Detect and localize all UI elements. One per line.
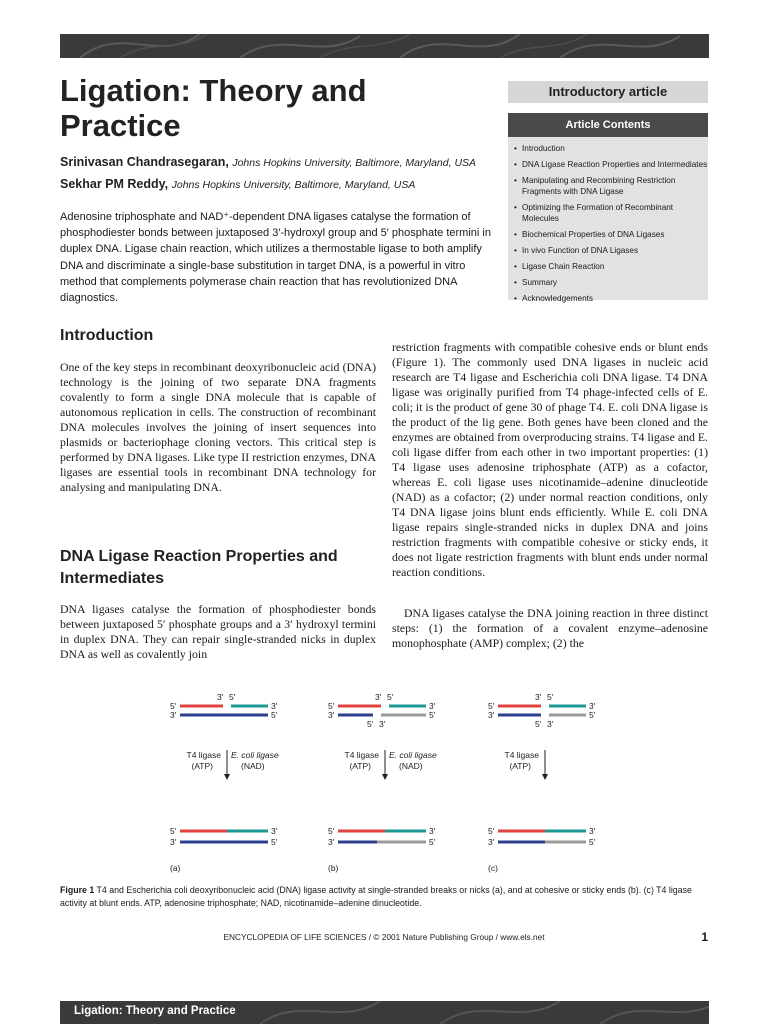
strand-end-label: 5′ [229, 692, 236, 702]
contents-item[interactable]: • Introduction [514, 143, 708, 154]
strand-end-label: 3′ [488, 837, 495, 847]
strand-end-label: 5′ [547, 692, 554, 702]
introduction-paragraph: One of the key steps in recombinant deoxyribonucleic acid (DNA) technology is the joining of two separate DNA fragments covalently to form a single DNA molecule that is capable of autonomous replication in cells. The construction of recombinant DNA molecules involves the joining of insert sequences into plasmids or bacteriophage cloning vectors. This critical step is performed by DNA ligases. Like type II restriction enzymes, DNA ligases are essential tools in recombinant DNA technology for analysing and manipulating DNA. [60, 360, 376, 494]
strand-end-label: 5′ [589, 837, 596, 847]
abstract: Adenosine triphosphate and NAD⁺-dependent DNA ligases catalyse the formation of phosphodiester bonds between juxtaposed 3′-hydroxyl group and 5′ phosphate termini in duplex DNA. Ligase chain reaction, which utilizes a thermostable ligase to both amplify DNA and discriminate a single-base substitution in target DNA, is a powerful in vitro method that complements polymerase chain reaction that has revolutionized DNA diagnostics. [60, 211, 491, 305]
strand-end-label: 3′ [375, 692, 382, 702]
strand-end-label: 5′ [170, 701, 177, 711]
strand-end-label: 3′ [429, 701, 436, 711]
enzyme-label: E. coli ligase [389, 750, 437, 760]
figure-caption [60, 884, 710, 909]
author-affiliation: Johns Hopkins University, Baltimore, Maryland, USA [232, 157, 477, 169]
contents-item[interactable]: • DNA Ligase Reaction Properties and Intermediates [514, 159, 708, 170]
header-band [60, 34, 709, 58]
strand-end-label: 3′ [271, 701, 278, 711]
page-number: 1 [701, 930, 708, 944]
enzyme-label: T4 ligase [504, 750, 539, 760]
running-title: Ligation: Theory and Practice [74, 1005, 236, 1017]
cofactor-label: (NAD) [241, 761, 265, 771]
strand-end-label: 3′ [589, 826, 596, 836]
strand-end-label: 3′ [328, 837, 335, 847]
strand-end-label: 5′ [328, 701, 335, 711]
strand-end-label: 5′ [170, 826, 177, 836]
contents-item[interactable]: • Biochemical Properties of DNA Ligases [514, 229, 708, 240]
strand-end-label: 5′ [271, 710, 278, 720]
publication-footer: ENCYCLOPEDIA OF LIFE SCIENCES / © 2001 Nature Publishing Group / www.els.net [223, 932, 545, 942]
figure-caption-text: T4 and Escherichia coli deoxyribonucleic acid (DNA) ligase activity at single-stranded breaks or nicks (a), and at cohesive or sticky ends (b). (c) T4 ligase activity at blunt ends. ATP, adenosine triphosphate; NAD, nicotinamide–adenine dinucleotide. [60, 885, 692, 908]
panel-label: (c) [488, 863, 498, 873]
strand-end-label: 3′ [217, 692, 224, 702]
cofactor-label: (ATP) [349, 761, 371, 771]
strand-end-label: 3′ [535, 692, 542, 702]
contents-item[interactable]: • Summary [514, 277, 708, 288]
contents-item[interactable]: • Optimizing the Formation of Recombinant Molecules [514, 202, 708, 224]
strand-end-label: 3′ [170, 710, 177, 720]
contents-item[interactable]: • In vivo Function of DNA Ligases [514, 245, 708, 256]
enzyme-label: E. coli ligase [231, 750, 279, 760]
author-name: Sekhar PM Reddy, [60, 177, 169, 191]
strand-end-label: 3′ [488, 710, 495, 720]
author-affiliation: Johns Hopkins University, Baltimore, Maryland, USA [171, 179, 416, 191]
strand-end-label: 3′ [589, 701, 596, 711]
strand-end-label: 5′ [488, 701, 495, 711]
strand-end-label: 5′ [589, 710, 596, 720]
section-heading-ligase-properties: DNA Ligase Reaction Properties and Intermediates [60, 548, 338, 587]
contents-item[interactable]: • Ligase Chain Reaction [514, 261, 708, 272]
author-2 [60, 177, 415, 191]
article-contents-title: Article Contents [508, 113, 708, 137]
strand-end-label: 3′ [547, 719, 554, 729]
article-contents-list [508, 137, 708, 304]
article-type-badge: Introductory article [508, 81, 708, 103]
right-column-paragraph-1: restriction fragments with compatible cohesive ends or blunt ends (Figure 1). The commonly used DNA ligases in nucleic acid research are T4 ligase and Escherichia coli DNA ligase. T4 DNA ligase was originally purified from T4 phage-infected cells of E. coli; it is the product of gene 30 of phage T4. E. coli DNA ligase is the product of the lig gene. Both genes have been cloned and the enzymes are obtained from overproducing strains. T4 ligase and E. coli ligase differ from each other in two important properties: (1) T4 ligase uses adenosine triphosphate (ATP) as a cofactor, whereas E. coli ligase uses nicotinamide–adenine dinucleotide (NAD) as a cofactor; (2) under normal reaction conditions, only T4 DNA ligase joins blunt ends efficiently. While E. coli DNA ligase repairs single-stranded nicks in duplex DNA and joins restriction fragments with compatible cohesive or sticky ends, it does not ligate restriction fragments with blunt ends under normal reaction conditions. [392, 340, 708, 579]
arrow-head [542, 774, 548, 780]
strand-end-label: 5′ [387, 692, 394, 702]
cofactor-label: (NAD) [399, 761, 423, 771]
panel-label: (a) [170, 863, 181, 873]
cofactor-label: (ATP) [191, 761, 213, 771]
strand-end-label: 5′ [328, 826, 335, 836]
ligase-properties-paragraph: DNA ligases catalyse the formation of phosphodiester bonds between juxtaposed 5′ phosphate groups and a 3′ hydroxyl termini in duplex DNA. They can repair single-stranded nicks in duplex DNA as well as covalently join [60, 602, 376, 661]
strand-end-label: 3′ [328, 710, 335, 720]
strand-end-label: 3′ [379, 719, 386, 729]
strand-end-label: 5′ [429, 710, 436, 720]
header-swirl-pattern [60, 34, 709, 58]
contents-item[interactable]: • Acknowledgements [514, 293, 708, 304]
article-contents-box [508, 113, 708, 303]
article-title: Ligation: Theory and Practice [60, 73, 367, 143]
ligation-diagram [0, 680, 768, 880]
strand-end-label: 5′ [429, 837, 436, 847]
arrow-head [224, 774, 230, 780]
cofactor-label: (ATP) [509, 761, 531, 771]
strand-end-label: 5′ [535, 719, 542, 729]
section-heading-introduction: Introduction [60, 327, 154, 344]
right-column-paragraph-2: DNA ligases catalyse the DNA joining reaction in three distinct steps: (1) the formation of a covalent enzyme–adenosine monophosphate (AMP) complex; (2) the [392, 606, 708, 650]
contents-item[interactable]: • Manipulating and Recombining Restriction Fragments with DNA Ligase [514, 175, 708, 197]
strand-end-label: 3′ [170, 837, 177, 847]
author-name: Srinivasan Chandrasegaran, [60, 155, 229, 169]
strand-end-label: 5′ [271, 837, 278, 847]
figure-caption-label: Figure 1 [60, 885, 95, 895]
strand-end-label: 3′ [271, 826, 278, 836]
strand-end-label: 5′ [367, 719, 374, 729]
strand-end-label: 3′ [429, 826, 436, 836]
author-1 [60, 155, 476, 169]
enzyme-label: T4 ligase [344, 750, 379, 760]
arrow-head [382, 774, 388, 780]
figure-1 [0, 680, 768, 880]
footer-band [60, 1001, 709, 1024]
panel-label: (b) [328, 863, 339, 873]
strand-end-label: 5′ [488, 826, 495, 836]
enzyme-label: T4 ligase [186, 750, 221, 760]
